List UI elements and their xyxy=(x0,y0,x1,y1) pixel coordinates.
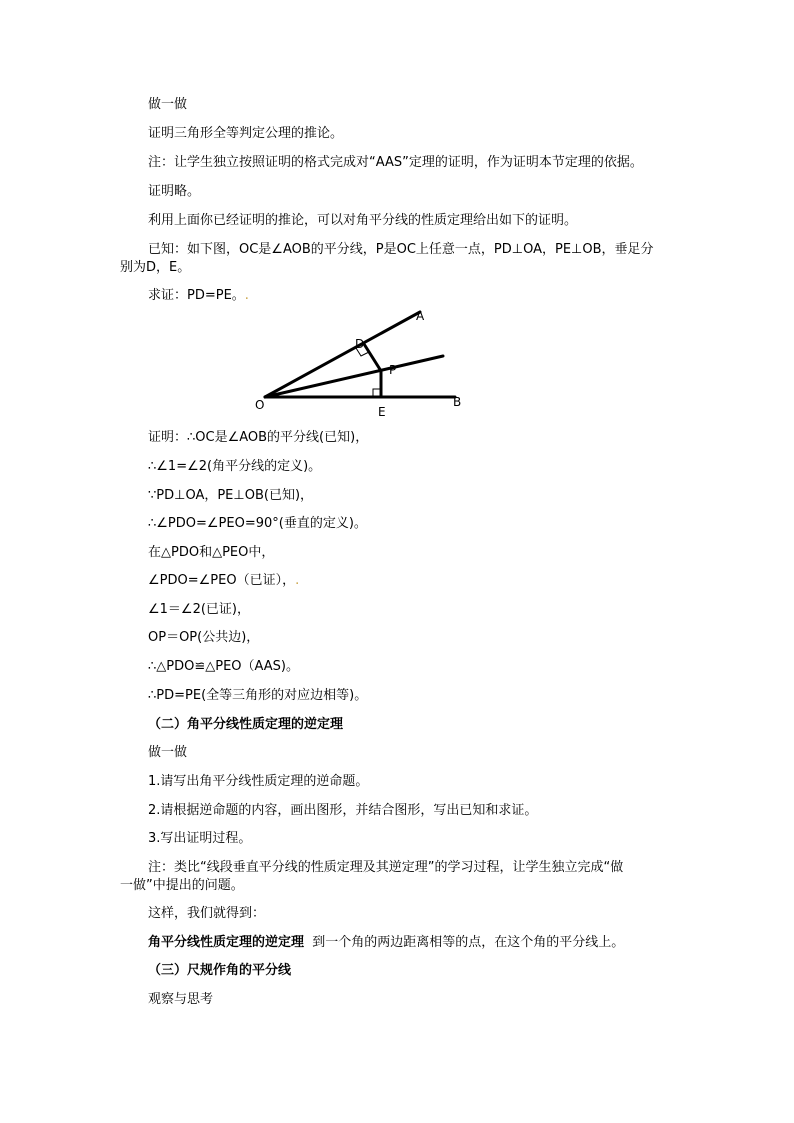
text-line: 注：让学生独立按照证明的格式完成对“AAS”定理的证明，作为证明本节定理的依据。 xyxy=(148,155,643,170)
section-heading: （二）角平分线性质定理的逆定理 xyxy=(148,717,344,732)
text-line: ∴∠PDO=∠PEO=90°(垂直的定义)。 xyxy=(148,516,367,531)
text-line: ∵PD⊥OA，PE⊥OB(已知)， xyxy=(148,488,314,503)
theorem-line xyxy=(148,934,624,952)
text-line: 做一做 xyxy=(148,97,188,112)
text-line: 3.写出证明过程。 xyxy=(148,831,252,846)
label-b: B xyxy=(453,395,462,409)
text-line: 2.请根据逆命题的内容，画出图形，并结合图形，写出已知和求证。 xyxy=(148,803,538,818)
stray-dot: . xyxy=(295,573,300,588)
text-line: OP＝OP(公共边)， xyxy=(148,630,260,645)
text-line: 这样，我们就得到： xyxy=(148,906,266,921)
segment-pd xyxy=(364,344,381,371)
text-line: ∴PD=PE(全等三角形的对应边相等)。 xyxy=(148,688,368,703)
text-line: 证明三角形全等判定公理的推论。 xyxy=(148,126,344,141)
label-p: P xyxy=(389,363,397,377)
text-line: 注：类比“线段垂直平分线的性质定理及其逆定理”的学习过程，让学生独立完成“做 xyxy=(148,860,624,875)
theorem-title: 角平分线性质定理的逆定理 xyxy=(148,935,305,950)
text-line: 做一做 xyxy=(148,745,188,760)
text-line: 利用上面你已经证明的推论，可以对角平分线的性质定理给出如下的证明。 xyxy=(148,213,578,228)
ray-oc xyxy=(265,356,443,397)
text-line: 1.请写出角平分线性质定理的逆命题。 xyxy=(148,774,369,789)
label-a: A xyxy=(416,309,425,323)
theorem-text: 到一个角的两边距离相等的点，在这个角的平分线上。 xyxy=(312,935,625,950)
text-line: 一做”中提出的问题。 xyxy=(120,878,244,893)
text-line: 证明略。 xyxy=(148,184,201,199)
proof-step: ∠PDO=∠PEO（已证）， xyxy=(148,573,296,588)
text-line: ∠1＝∠2(已证)， xyxy=(148,602,250,617)
prove-statement: 求证：PD=PE。 xyxy=(148,288,245,303)
text-line: 观察与思考 xyxy=(148,992,214,1007)
stray-dot: . xyxy=(244,288,249,303)
text-line: 在△PDO和△PEO中， xyxy=(148,545,275,560)
text-line: 别为D，E。 xyxy=(120,260,191,275)
text-line: 证明：∴OC是∠AOB的平分线(已知)， xyxy=(148,430,369,445)
label-e: E xyxy=(378,405,386,419)
text-line: ∴△PDO≌△PEO（AAS)。 xyxy=(148,659,299,674)
text-line xyxy=(148,572,299,590)
label-o: O xyxy=(255,398,265,412)
section-heading: （三）尺规作角的平分线 xyxy=(148,963,292,978)
angle-bisector-figure xyxy=(250,300,470,425)
label-d: D xyxy=(355,337,365,351)
text-line: ∴∠1=∠2(角平分线的定义)。 xyxy=(148,459,322,474)
text-line: 已知：如下图，OC是∠AOB的平分线，P是OC上任意一点，PD⊥OA，PE⊥OB，垂足分 xyxy=(148,242,654,257)
text-line xyxy=(148,287,249,305)
ray-oa xyxy=(265,312,420,397)
